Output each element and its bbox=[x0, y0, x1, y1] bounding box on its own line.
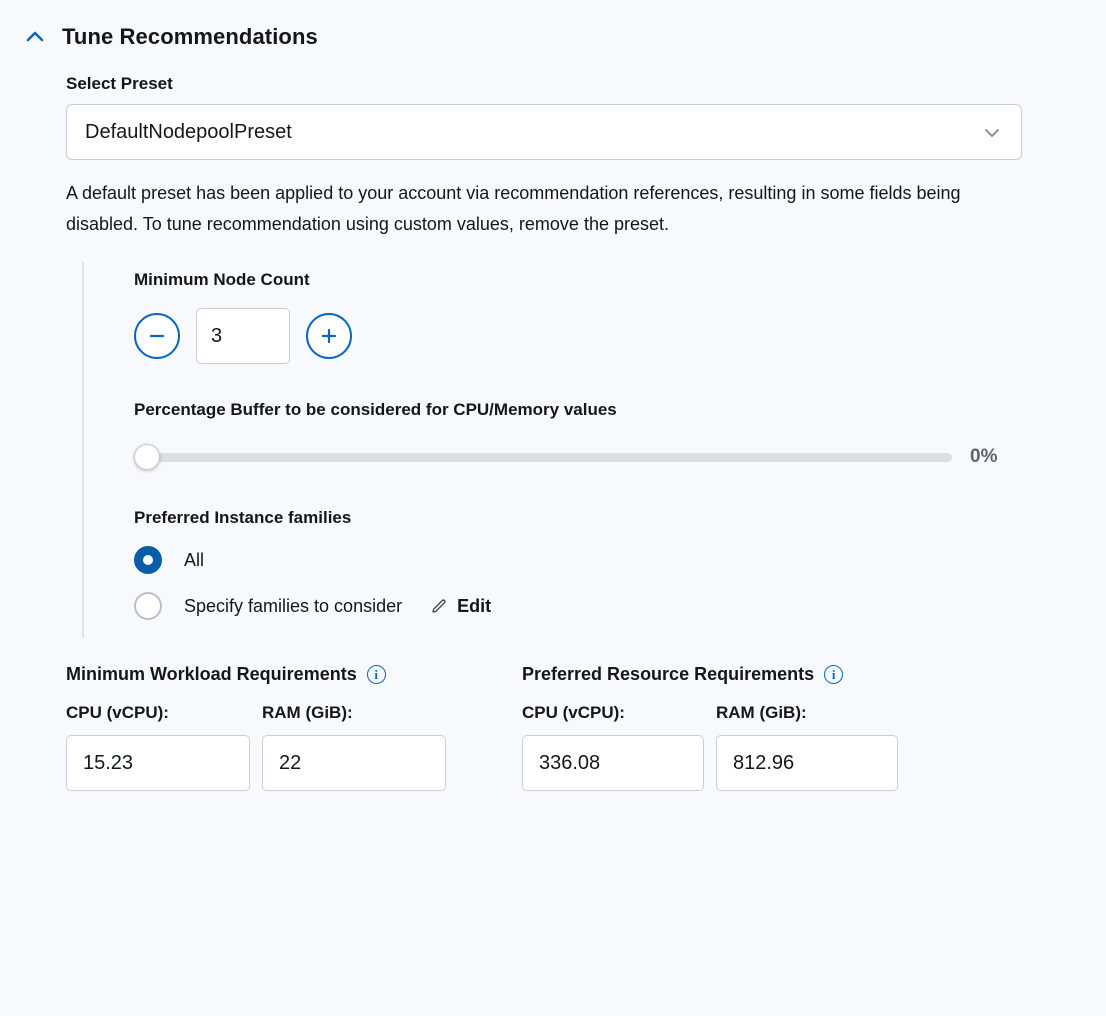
edit-families-link[interactable] bbox=[430, 596, 491, 617]
page-title: Tune Recommendations bbox=[62, 24, 318, 49]
preferred-resource-ram-label: RAM (GiB): bbox=[716, 703, 807, 722]
percentage-buffer-slider[interactable] bbox=[134, 444, 952, 470]
minimum-workload-requirements-block bbox=[66, 664, 522, 791]
radio-specify-families-label: Specify families to consider bbox=[184, 595, 403, 616]
minimum-workload-ram-label: RAM (GiB): bbox=[262, 703, 353, 722]
minimum-workload-cpu-input[interactable] bbox=[66, 735, 250, 791]
minimum-workload-ram-input[interactable] bbox=[262, 735, 446, 791]
preferred-resource-cpu-input[interactable] bbox=[522, 735, 704, 791]
minimum-workload-fields bbox=[66, 703, 522, 791]
minimum-node-count-label: Minimum Node Count bbox=[134, 270, 310, 289]
preferred-resource-cpu-label: CPU (vCPU): bbox=[522, 703, 625, 722]
minimum-workload-ram-field bbox=[262, 703, 446, 791]
preferred-resource-ram-field bbox=[716, 703, 898, 791]
minimum-workload-cpu-label: CPU (vCPU): bbox=[66, 703, 169, 722]
radio-specify-families-input[interactable] bbox=[134, 592, 162, 620]
slider-track bbox=[134, 453, 952, 462]
plus-circle-icon[interactable] bbox=[306, 313, 352, 359]
percentage-buffer-value: 0% bbox=[970, 446, 998, 467]
preferred-resource-requirements-block bbox=[522, 664, 898, 791]
minimum-node-count-stepper bbox=[134, 308, 1022, 364]
pencil-icon bbox=[430, 597, 448, 615]
preferred-resource-heading bbox=[522, 664, 898, 685]
info-icon[interactable]: i bbox=[367, 665, 386, 684]
minimum-node-count-input[interactable] bbox=[196, 308, 290, 364]
preset-helper-text: A default preset has been applied to your account via recommendation references, resulting in some fields being disabled. To tune recommendation using custom values, remove the preset. bbox=[66, 183, 961, 234]
info-icon[interactable]: i bbox=[824, 665, 843, 684]
minus-circle-icon[interactable] bbox=[134, 313, 180, 359]
preset-select-value: DefaultNodepoolPreset bbox=[85, 120, 292, 143]
requirements-area bbox=[0, 664, 1106, 791]
radio-option-specify-families[interactable] bbox=[134, 592, 1022, 620]
preferred-resource-fields bbox=[522, 703, 898, 791]
preferred-instance-families-label: Preferred Instance families bbox=[134, 508, 352, 527]
tune-options-group bbox=[82, 262, 1022, 638]
radio-all-label: All bbox=[184, 549, 205, 570]
preferred-resource-cpu-field bbox=[522, 703, 704, 791]
percentage-buffer-label: Percentage Buffer to be considered for CPU/Memory values bbox=[134, 400, 617, 419]
select-preset-label: Select Preset bbox=[66, 74, 173, 93]
preferred-resource-heading-text: Preferred Resource Requirements bbox=[522, 664, 815, 684]
minimum-workload-heading bbox=[66, 664, 522, 685]
minimum-workload-cpu-field bbox=[66, 703, 250, 791]
section-header bbox=[0, 24, 1106, 50]
slider-thumb[interactable] bbox=[134, 444, 160, 470]
minimum-workload-heading-text: Minimum Workload Requirements bbox=[66, 664, 357, 684]
percentage-buffer-slider-row bbox=[134, 444, 1022, 470]
preferred-resource-ram-input[interactable] bbox=[716, 735, 898, 791]
radio-all-input[interactable] bbox=[134, 546, 162, 574]
chevron-up-icon[interactable] bbox=[22, 24, 48, 50]
radio-option-all[interactable] bbox=[134, 546, 1022, 574]
chevron-down-icon bbox=[981, 121, 1003, 143]
edit-label: Edit bbox=[457, 595, 492, 616]
preset-select[interactable] bbox=[66, 104, 1022, 160]
